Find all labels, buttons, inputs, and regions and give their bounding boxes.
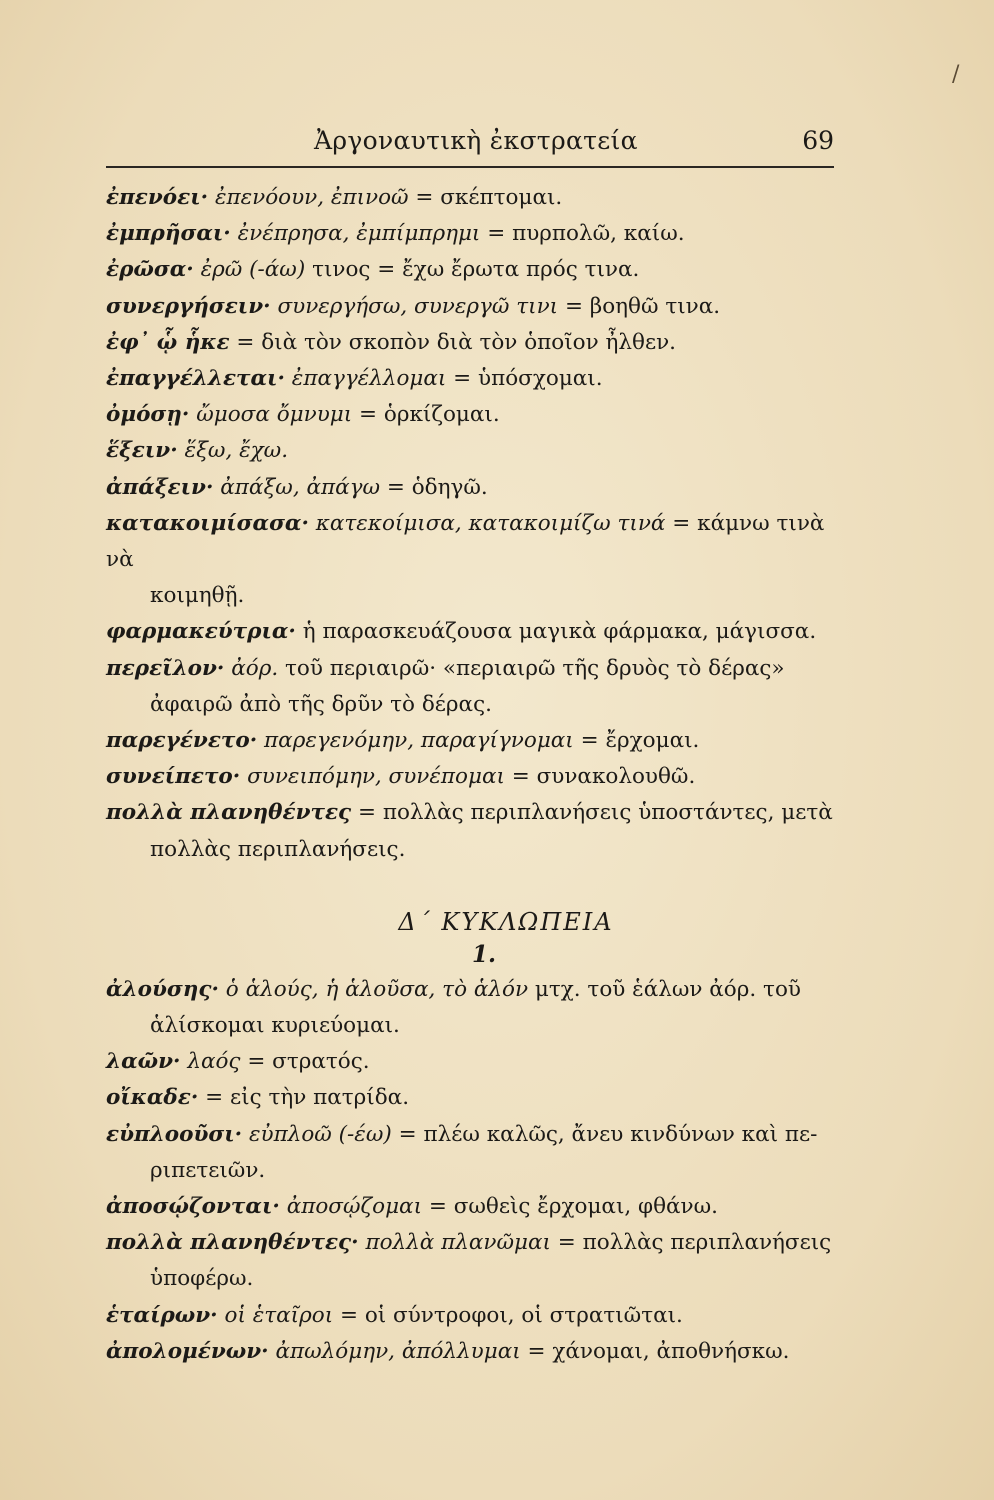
glossary-entry: [106, 216, 836, 252]
glossary-entry: [106, 180, 836, 216]
entry-gloss: = κάμνω τινὰ νὰ: [106, 510, 825, 573]
glossary-entry: [106, 289, 836, 325]
glossary-entry: [106, 1334, 836, 1370]
entry-forms: οἱ ἑταῖροι: [224, 1302, 334, 1328]
entry-gloss: ἡ παρασκευάζουσα μαγικὰ φάρμακα, μάγισσα.: [302, 619, 817, 645]
glossary-entry: [106, 723, 836, 759]
entry-gloss: = διὰ τὸν σκοπὸν διὰ τὸν ὁποῖον ἦλθεν.: [236, 329, 676, 355]
glossary-entry: [106, 1189, 836, 1225]
entry-continuation: ἀφαιρῶ ἀπὸ τῆς δρῦν τὸ δέρας.: [150, 691, 492, 717]
entry-gloss: = σωθεὶς ἔρχομαι, φθάνω.: [428, 1194, 718, 1220]
entry-lemma: ἕξειν·: [106, 438, 178, 464]
glossary-entry: [106, 433, 836, 469]
entry-lemma: συνείπετο·: [106, 764, 241, 790]
entry-forms: ἕξω, ἔχω.: [184, 438, 289, 464]
entry-lemma: ἑταίρων·: [106, 1302, 218, 1328]
entry-forms: πολλὰ πλανῶμαι: [365, 1230, 551, 1256]
glossary-entry: [106, 795, 836, 867]
entry-gloss: = στρατός.: [247, 1049, 370, 1075]
entry-gloss: = πολλὰς περιπλανήσεις: [557, 1230, 832, 1256]
entry-forms: ἀόρ.: [231, 655, 279, 681]
entry-forms: εὐπλοῶ (-έω): [248, 1121, 392, 1147]
page-header: [106, 120, 834, 164]
entry-gloss: = οἱ σύντροφοι, οἱ στρατιῶται.: [339, 1302, 683, 1328]
entry-lemma: πολλὰ πλανηθέντες·: [106, 1230, 359, 1256]
entry-lemma: ἀλούσης·: [106, 976, 219, 1002]
entry-lemma: κατακοιμίσασα·: [106, 510, 309, 536]
glossary-entry: [106, 397, 836, 433]
glossary-entry: [106, 1225, 836, 1297]
entry-gloss: = εἰς τὴν πατρίδα.: [205, 1085, 410, 1111]
glossary-entry: [106, 252, 836, 288]
entry-forms: λαός: [187, 1049, 241, 1075]
glossary-entry: [106, 361, 836, 397]
entry-forms: συνεργήσω, συνεργῶ τινι: [277, 293, 559, 319]
subsection-number: 1.: [471, 940, 496, 968]
entry-forms: συνειπόμην, συνέπομαι: [247, 764, 505, 790]
entry-gloss: μτχ. τοῦ ἑάλων ἀόρ. τοῦ: [534, 976, 801, 1002]
entry-lemma: συνεργήσειν·: [106, 293, 271, 319]
entry-gloss: = πλέω καλῶς, ἄνευ κινδύνων καὶ πε-: [398, 1121, 818, 1147]
entry-lemma: ἐμπρῆσαι·: [106, 221, 231, 247]
entry-forms: ἐπαγγέλλομαι: [291, 366, 447, 392]
entry-lemma: εὐπλοοῦσι·: [106, 1121, 243, 1147]
entry-lemma: ἐρῶσα·: [106, 257, 194, 283]
entry-lemma: ἐπαγγέλλεται·: [106, 366, 285, 392]
entry-continuation: ριπετειῶν.: [150, 1157, 266, 1183]
entry-forms: κατεκοίμισα, κατακοιμίζω τινά: [315, 510, 666, 536]
margin-mark: /: [952, 62, 960, 87]
entry-gloss: = ὁρκίζομαι.: [359, 402, 500, 428]
glossary-entry: [106, 1044, 836, 1080]
entry-lemma: ἀποσῴζονται·: [106, 1194, 280, 1220]
glossary-entry: [106, 506, 836, 615]
entry-continuation: κοιμηθῇ.: [150, 583, 245, 609]
entry-gloss: = ἔρχομαι.: [580, 728, 700, 754]
glossary-entry: [106, 972, 836, 1044]
header-rule: [106, 166, 834, 168]
entry-forms: ἀποσῴζομαι: [286, 1194, 423, 1220]
glossary-text: [106, 180, 836, 1370]
glossary-entry: [106, 325, 836, 361]
entry-lemma: λαῶν·: [106, 1049, 181, 1075]
entry-lemma: ὀμόσῃ·: [106, 402, 190, 428]
entry-lemma: οἴκαδε·: [106, 1085, 199, 1111]
page-number: 69: [802, 126, 834, 155]
entry-continuation: ἁλίσκομαι κυριεύομαι.: [150, 1013, 400, 1039]
entry-gloss: τινος = ἔχω ἔρωτα πρός τινα.: [312, 257, 640, 283]
entry-forms: ὁ ἁλούς, ἡ ἁλοῦσα, τὸ ἁλόν: [225, 976, 529, 1002]
glossary-entries-part2: [106, 972, 836, 1370]
entry-forms: ἐνέπρησα, ἐμπίμπρημι: [237, 221, 481, 247]
glossary-entry: [106, 614, 836, 650]
entry-forms: ὤμοσα ὄμνυμι: [196, 402, 353, 428]
entry-continuation: πολλὰς περιπλανήσεις.: [150, 836, 406, 862]
entry-forms: ἀπάξω, ἀπάγω: [220, 474, 381, 500]
running-title: Ἀργοναυτικὴ ἐκστρατεία: [314, 126, 638, 155]
entry-gloss: = πυρπολῶ, καίω.: [487, 221, 685, 247]
entry-forms: ἀπωλόμην, ἀπόλλυμαι: [275, 1338, 521, 1364]
glossary-entries-part1: [106, 180, 836, 868]
entry-gloss: = σκέπτομαι.: [415, 185, 563, 210]
entry-gloss: = ὑπόσχομαι.: [453, 366, 603, 392]
entry-gloss: = συνακολουθῶ.: [511, 764, 696, 790]
entry-lemma: ἐπενόει·: [106, 185, 209, 210]
glossary-entry: [106, 759, 836, 795]
entry-gloss: = πολλὰς περιπλανήσεις ὑποστάντες, μετὰ: [357, 800, 833, 826]
entry-forms: ἐρῶ (-άω): [200, 257, 306, 283]
entry-gloss: = χάνομαι, ἀποθνήσκω.: [527, 1338, 790, 1364]
entry-lemma: ἀπάξειν·: [106, 474, 214, 500]
glossary-entry: [106, 1298, 836, 1334]
entry-lemma: ἐφ᾽ ᾧ ἧκε: [106, 329, 230, 355]
entry-lemma: φαρμακεύτρια·: [106, 619, 296, 645]
entry-lemma: παρεγένετο·: [106, 728, 258, 754]
entry-forms: παρεγενόμην, παραγίγνομαι: [264, 728, 574, 754]
entry-gloss: = ὁδηγῶ.: [386, 474, 488, 500]
entry-forms: ἐπενόουν, ἐπινοῶ: [214, 185, 409, 210]
entry-gloss: τοῦ περιαιρῶ· «περιαιρῶ τῆς δρυὸς τὸ δέρας»: [285, 655, 785, 681]
entry-lemma: πολλὰ πλανηθέντες: [106, 800, 352, 826]
glossary-entry: [106, 651, 836, 723]
section-heading: Δ΄ ΚΥΚΛΩΠΕΙΑ: [398, 907, 614, 936]
glossary-entry: [106, 1080, 836, 1116]
entry-lemma: περεῖλον·: [106, 655, 225, 681]
glossary-entry: [106, 1117, 836, 1189]
entry-gloss: = βοηθῶ τινα.: [564, 293, 721, 319]
glossary-entry: [106, 470, 836, 506]
entry-continuation: ὑποφέρω.: [150, 1266, 254, 1292]
entry-lemma: ἀπολομένων·: [106, 1338, 269, 1364]
